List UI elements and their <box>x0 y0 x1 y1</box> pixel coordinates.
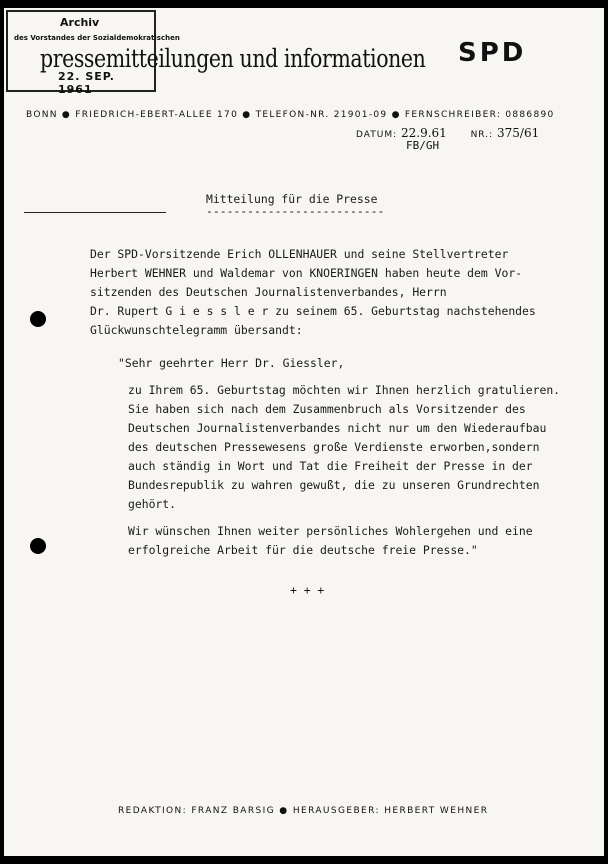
body-line: Der SPD-Vorsitzende Erich OLLENHAUER und seine Stellvertreter <box>90 247 509 261</box>
masthead-title: pressemitteilungen und informationen <box>40 44 426 73</box>
quote-line: erfolgreiche Arbeit für die deutsche freie Presse." <box>128 543 478 557</box>
quote-line: des deutschen Pressewesens große Verdienste erworben,sondern <box>128 440 540 454</box>
spd-logo: SPD <box>458 38 527 68</box>
reference-code: FB/GH <box>406 139 440 152</box>
punch-hole <box>30 311 46 327</box>
date-label: DATUM: <box>356 130 398 140</box>
left-divider <box>24 212 166 213</box>
salutation: "Sehr geehrter Herr Dr. Giessler, <box>118 356 345 370</box>
quote-line: Wir wünschen Ihnen weiter persönliches Wohlergehen und eine <box>128 524 533 538</box>
heading-underline: -------------------------- <box>206 204 385 218</box>
stamp-date: 22. SEP. 1961 <box>58 70 115 96</box>
punch-hole <box>30 538 46 554</box>
footer-line: REDAKTION: FRANZ BARSIG ● HERAUSGEBER: HERBERT WEHNER <box>118 806 489 816</box>
quote-line: Bundesrepublik zu wahren gewußt, die zu unseren Grundrechten <box>128 478 540 492</box>
document-page <box>4 8 604 856</box>
quote-line: gehört. <box>128 497 177 511</box>
body-line: Glückwunschtelegramm übersandt: <box>90 323 303 337</box>
stamp-title: Archiv <box>60 16 100 29</box>
number-value: 375/61 <box>497 126 540 140</box>
end-mark: + + + <box>290 583 325 597</box>
body-line: Herbert WEHNER und Waldemar von KNOERINGEN haben heute dem Vor- <box>90 266 523 280</box>
quote-line: Deutschen Journalistenverbandes nicht nur um den Wiederaufbau <box>128 421 547 435</box>
quote-line: zu Ihrem 65. Geburtstag möchten wir Ihnen herzlich gratulieren. <box>128 383 561 397</box>
body-line: Dr. Rupert G i e s s l e r zu seinem 65. Geburtstag nachstehendes <box>90 304 536 318</box>
quote-line: Sie haben sich nach dem Zusammenbruch als Vorsitzender des <box>128 402 526 416</box>
page-heading: Mitteilung für die Presse <box>206 192 378 206</box>
address-line: BONN ● FRIEDRICH-EBERT-ALLEE 170 ● TELEFON-NR. 21901-09 ● FERNSCHREIBER: 0886890 <box>26 110 555 120</box>
number-label: NR.: <box>470 130 494 140</box>
meta-row <box>356 126 539 140</box>
date-value: 22.9.61 <box>401 126 447 140</box>
quote-line: auch ständig in Wort und Tat die Freiheit der Presse in der <box>128 459 533 473</box>
stamp-subtitle: des Vorstandes der Sozialdemokratischen <box>14 34 180 42</box>
body-line: sitzenden des Deutschen Journalistenverbandes, Herrn <box>90 285 447 299</box>
